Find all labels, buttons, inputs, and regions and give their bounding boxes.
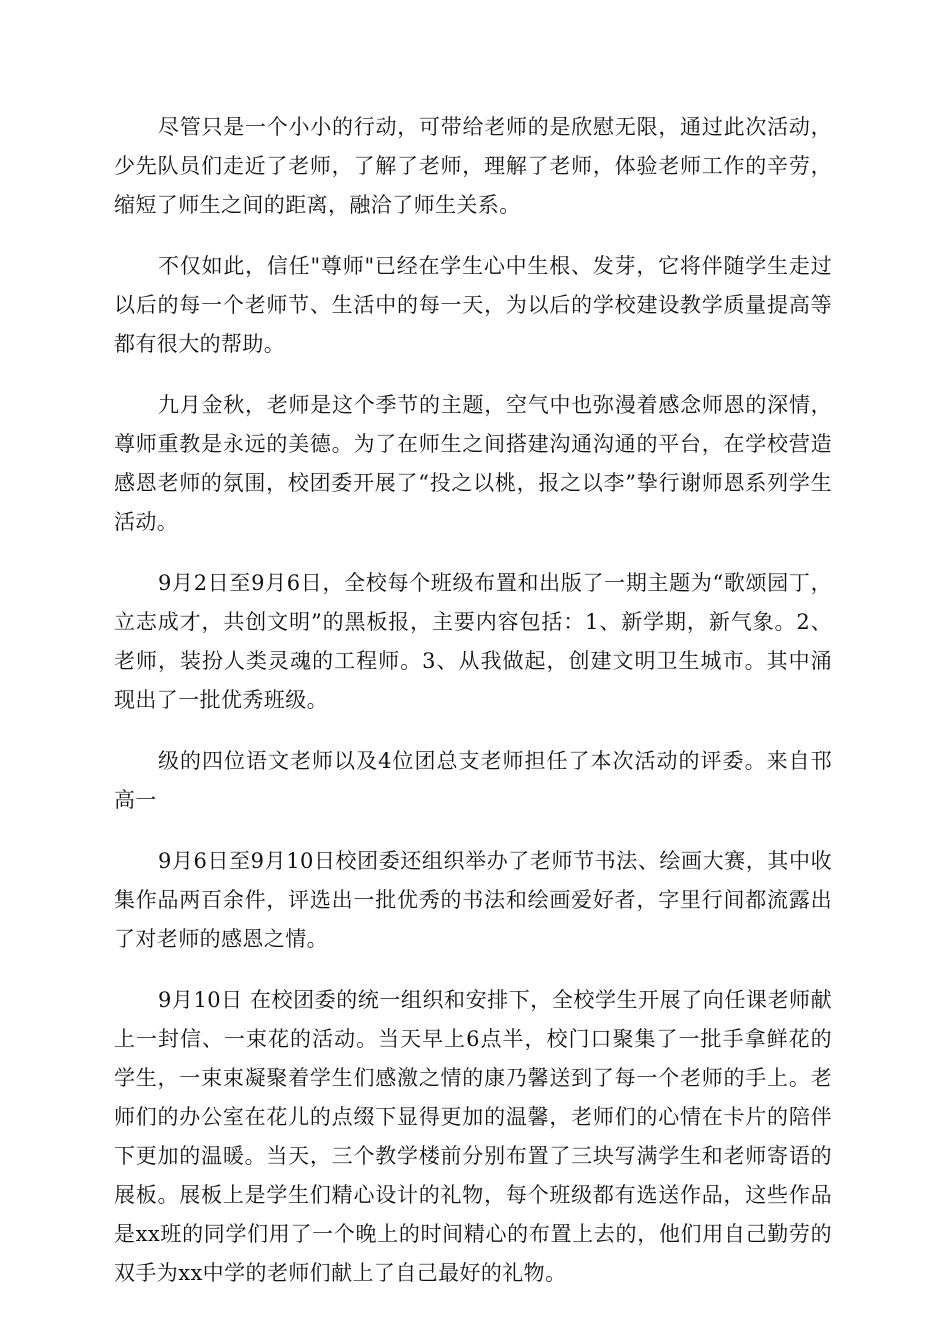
paragraph-3: 九月金秋，老师是这个季节的主题，空气中也弥漫着感念师恩的深情，尊师重教是永远的美德。为了在师生之间搭建沟通沟通的平台，在学校营造感恩老师的氛围，校团委开展了“投之以桃，报之以李”挚行谢师恩系列学生活动。	[114, 393, 832, 534]
paragraph-5: 级的四位语文老师以及4位团总支老师担任了本次活动的评委。来自邗高一	[114, 749, 832, 812]
paragraph-1: 尽管只是一个小小的行动，可带给老师的是欣慰无限，通过此次活动，少先队员们走近了老师，了解了老师，理解了老师，体验老师工作的辛劳，缩短了师生之间的距离，融洽了师生关系。	[114, 115, 832, 217]
paragraph-2: 不仅如此，信任"尊师"已经在学生心中生根、发芽，它将伴随学生走过以后的每一个老师节、生活中的每一天，为以后的学校建设教学质量提高等都有很大的帮助。	[114, 254, 832, 356]
paragraph-4: 9月2日至9月6日，全校每个班级布置和出版了一期主题为“歌颂园丁，立志成才，共创文明”的黑板报，主要内容包括：1、新学期，新气象。2、老师，装扮人类灵魂的工程师。3、从我做起，创建文明卫生城市。其中涌现出了一批优秀班级。	[114, 571, 832, 712]
document-body	[114, 108, 832, 1311]
paragraph-6: 9月6日至9月10日校团委还组织举办了老师节书法、绘画大赛，其中收集作品两百余件，评选出一批优秀的书法和绘画爱好者，字里行间都流露出了对老师的感恩之情。	[114, 849, 832, 951]
paragraph-7: 9月10日 在校团委的统一组织和安排下，全校学生开展了向任课老师献上一封信、一束花的活动。当天早上6点半，校门口聚集了一批手拿鲜花的学生，一束束凝聚着学生们感激之情的康乃馨送到了每一个老师的手上。老师们的办公室在花儿的点缀下显得更加的温馨，老师们的心情在卡片的陪伴下更加的温暖。当天，三个教学楼前分别布置了三块写满学生和老师寄语的展板。展板上是学生们精心设计的礼物，每个班级都有选送作品，这些作品是xx班的同学们用了一个晚上的时间精心的布置上去的，他们用自己勤劳的双手为xx中学的老师们献上了自己最好的礼物。	[114, 988, 832, 1285]
